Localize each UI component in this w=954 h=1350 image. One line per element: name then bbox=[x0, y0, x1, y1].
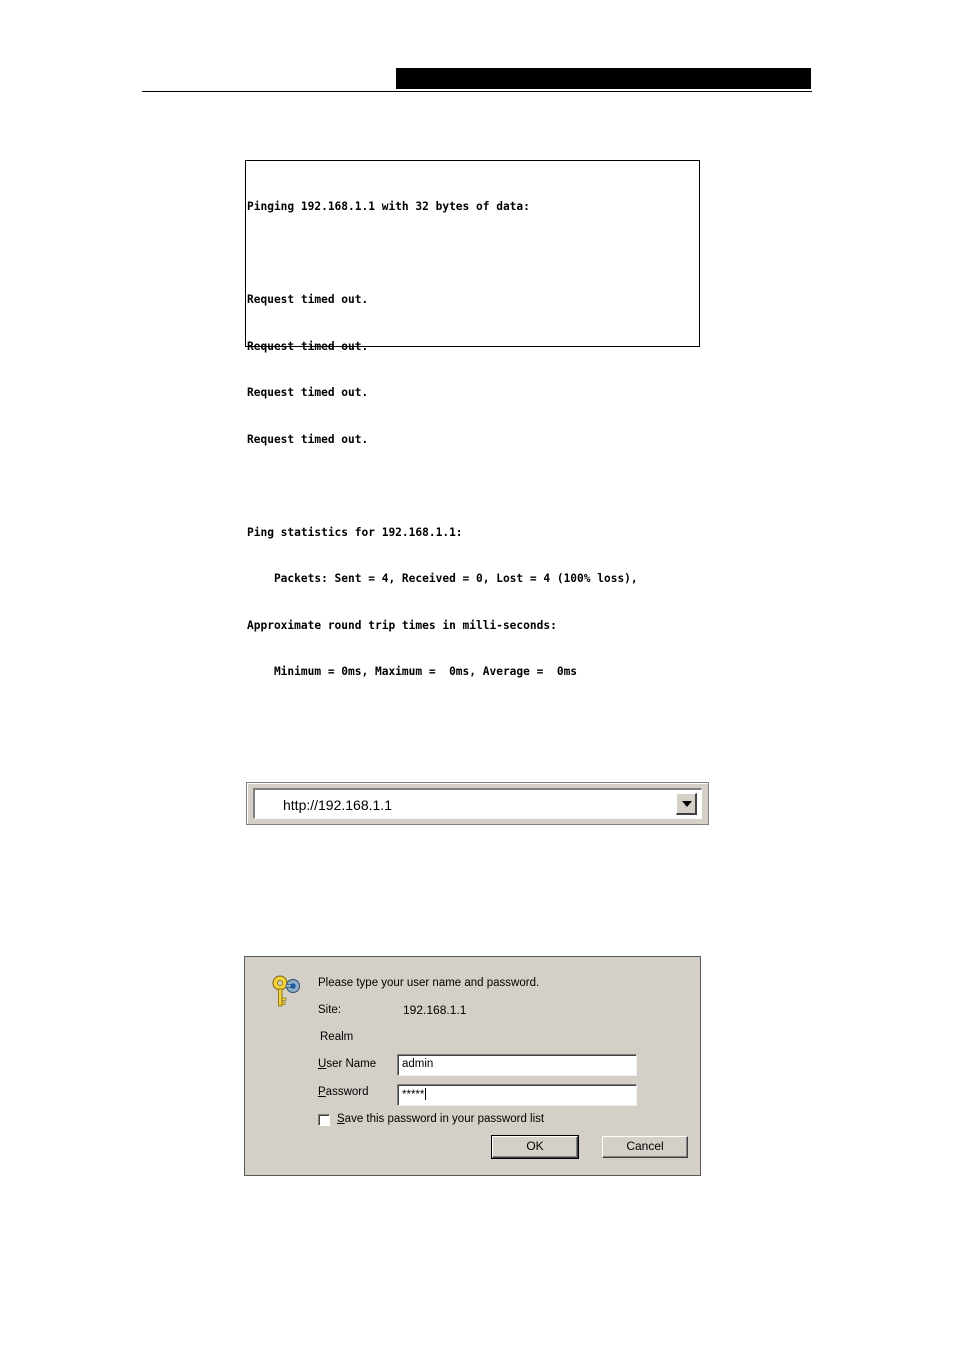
realm-label: Realm bbox=[320, 1031, 354, 1043]
address-bar bbox=[246, 782, 709, 825]
user-name-label: User Name bbox=[318, 1058, 377, 1070]
chevron-down-icon bbox=[682, 801, 692, 807]
save-password-checkbox[interactable] bbox=[318, 1114, 330, 1126]
ok-button[interactable]: OK bbox=[492, 1136, 578, 1158]
site-label: Site: bbox=[318, 1004, 342, 1016]
save-password-label[interactable]: Save this password in your password list bbox=[337, 1113, 545, 1125]
login-dialog bbox=[244, 956, 701, 1176]
console-line: Packets: Sent = 4, Received = 0, Lost = 4 (100% loss), bbox=[247, 572, 638, 585]
address-input[interactable] bbox=[253, 788, 702, 819]
cancel-button[interactable]: Cancel bbox=[602, 1136, 688, 1158]
ping-console-output bbox=[245, 160, 700, 678]
password-mask: ***** bbox=[402, 1089, 425, 1101]
address-dropdown-button[interactable] bbox=[676, 793, 697, 815]
password-input[interactable] bbox=[397, 1084, 637, 1106]
user-name-input[interactable]: admin bbox=[397, 1054, 637, 1076]
login-prompt: Please type your user name and password. bbox=[318, 977, 540, 989]
console-line: Approximate round trip times in milli-seconds: bbox=[247, 618, 557, 632]
site-value: 192.168.1.1 bbox=[403, 1003, 467, 1017]
console-line: Minimum = 0ms, Maximum = 0ms, Average = 0ms bbox=[247, 665, 578, 678]
password-label: Password bbox=[318, 1086, 369, 1098]
header-rule bbox=[142, 91, 812, 92]
console-line: Request timed out. bbox=[247, 339, 369, 353]
keys-icon bbox=[269, 973, 305, 1009]
console-line: Request timed out. bbox=[247, 432, 369, 446]
header-bar bbox=[396, 68, 811, 89]
address-url: http://192.168.1.1 bbox=[283, 797, 392, 813]
console-line: Ping statistics for 192.168.1.1: bbox=[247, 525, 463, 539]
text-caret bbox=[425, 1088, 426, 1100]
console-line: Pinging 192.168.1.1 with 32 bytes of data: bbox=[247, 200, 530, 213]
console-line: Request timed out. bbox=[247, 293, 369, 306]
console-line bbox=[247, 246, 699, 262]
console-line bbox=[247, 478, 699, 494]
console-line: Request timed out. bbox=[247, 386, 369, 399]
